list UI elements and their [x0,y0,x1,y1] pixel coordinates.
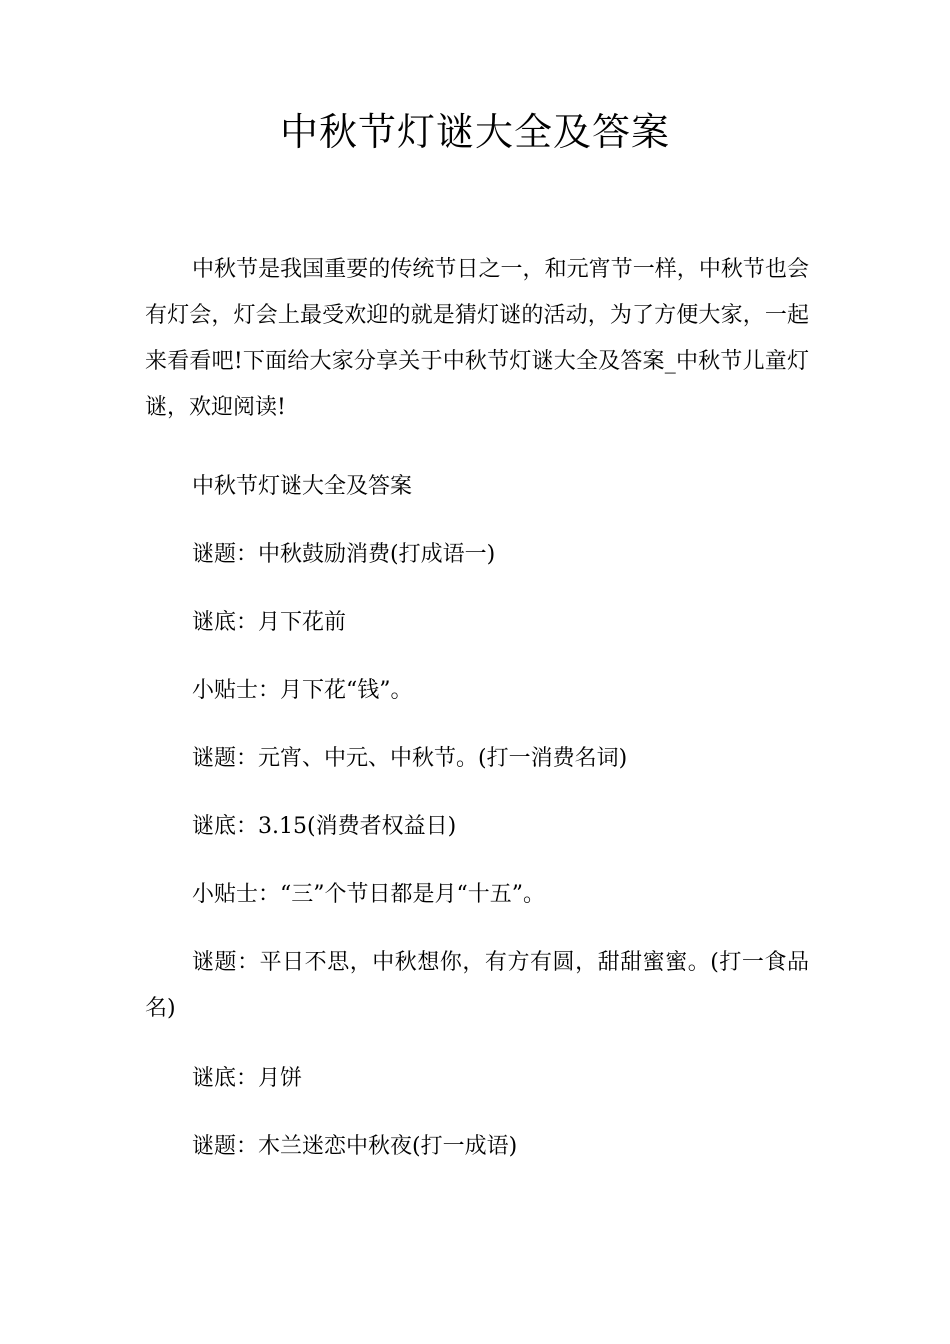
intro-paragraph: 中秋节是我国重要的传统节日之一，和元宵节一样，中秋节也会有灯会，灯会上最受欢迎的就是猜灯谜的活动，为了方便大家，一起来看看吧!下面给大家分享关于中秋节灯谜大全及答案_中秋节儿童灯谜，欢迎阅读! [145,257,809,420]
riddle-line: 谜题：元宵、中元、中秋节。(打一消费名词) [192,746,628,771]
answer-line: 谜底：月下花前 [192,610,347,635]
document-title: 中秋节灯谜大全及答案 [279,110,670,154]
riddle-line: 谜题：平日不思，中秋想你，有方有圆，甜甜蜜蜜。(打一食品名) [145,950,809,1021]
riddle-line: 谜题：木兰迷恋中秋夜(打一成语) [192,1134,518,1159]
tip-line: 小贴士：月下花“钱”。 [192,678,413,703]
answer-line: 谜底：月饼 [192,1066,303,1091]
tip-line: 小贴士：“三”个节日都是月“十五”。 [192,882,545,907]
section-heading: 中秋节灯谜大全及答案 [192,474,413,499]
answer-line: 谜底：3.15(消费者权益日) [192,814,457,839]
riddle-line: 谜题：中秋鼓励消费(打成语一) [192,542,496,567]
